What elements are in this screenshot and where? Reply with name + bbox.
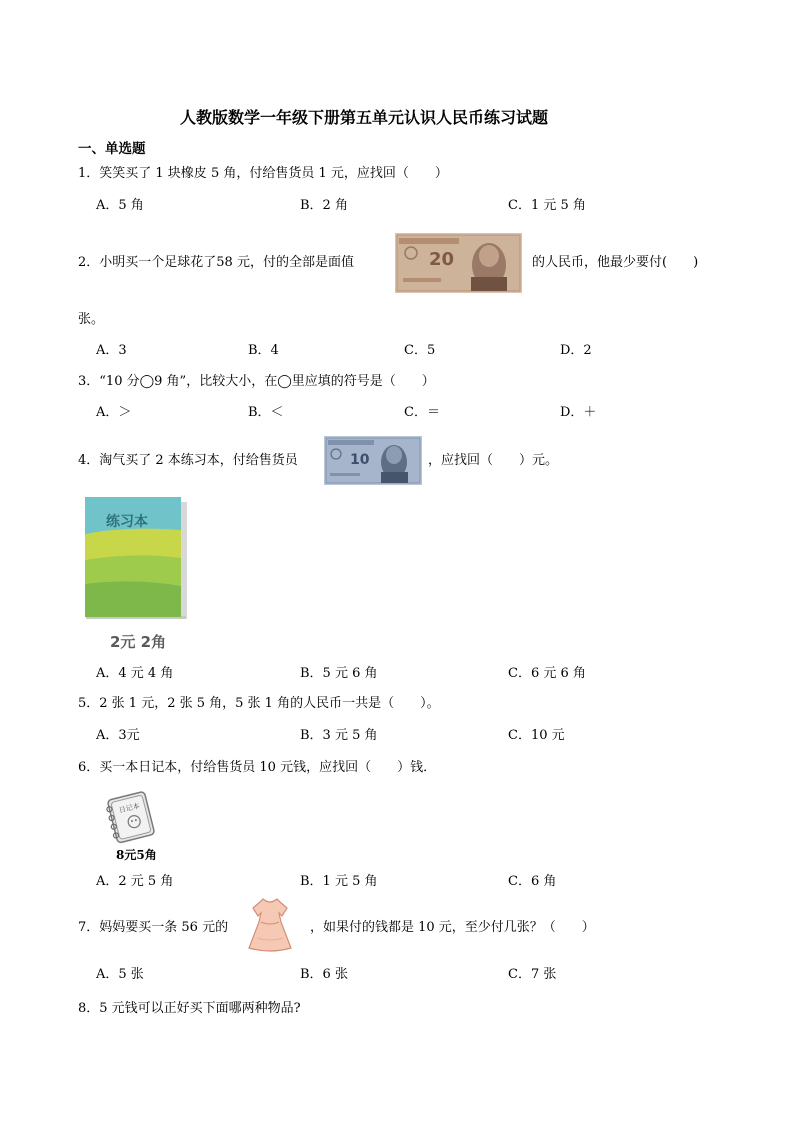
notebook-cover-label: 练习本 [106, 514, 148, 530]
question-8-text: 8．5 元钱可以正好买下面哪两种物品? [78, 1001, 301, 1016]
question-3-option-b[interactable]: B．＜ [248, 405, 284, 420]
question-6-option-b[interactable]: B．1 元 5 角 [300, 874, 378, 889]
question-4-option-b[interactable]: B．5 元 6 角 [300, 666, 378, 681]
question-6-option-a[interactable]: A．2 元 5 角 [96, 874, 174, 889]
question-6-text: 6．买一本日记本，付给售货员 10 元钱，应找回（ ）钱． [78, 760, 437, 775]
question-2-option-c[interactable]: C．5 [404, 343, 436, 358]
question-5-option-c[interactable]: C．10 元 [508, 728, 565, 743]
banknote-20-label: 20 [429, 249, 455, 270]
question-1-option-c[interactable]: C．1 元 5 角 [508, 198, 586, 213]
question-2-option-d[interactable]: D．2 [560, 343, 592, 358]
question-3-text: 3．“10 分◯9 角”，比较大小，在◯里应填的符号是（ ） [78, 374, 435, 389]
diary-cover-label: 日记本 [118, 801, 141, 815]
question-2-text-part3: 张。 [78, 312, 105, 327]
question-3-option-c[interactable]: C．＝ [404, 405, 440, 420]
question-7-text-part2: ，如果付的钱都是 10 元，至少付几张？（ ） [310, 920, 595, 935]
question-2-text-part1: 2．小明买一个足球花了58 元，付的全部是面值 [78, 255, 354, 270]
question-2-option-a[interactable]: A．3 [96, 343, 127, 358]
question-2-text-part2: 的人民币，他最少要付( ) [532, 255, 699, 270]
question-7-text-part1: 7．妈妈要买一条 56 元的 [78, 920, 229, 935]
question-5-option-b[interactable]: B．3 元 5 角 [300, 728, 378, 743]
question-3-option-a[interactable]: A．＞ [96, 405, 132, 420]
question-4-text-part1: 4．淘气买了 2 本练习本，付给售货员 [78, 453, 298, 468]
section-heading: 一、单选题 [78, 141, 146, 157]
question-6-option-c[interactable]: C．6 角 [508, 874, 557, 889]
banknote-10-yuan-image [324, 436, 422, 485]
diary-image [103, 790, 161, 844]
question-2-option-b[interactable]: B．4 [248, 343, 279, 358]
banknote-10-label: 10 [350, 452, 370, 468]
dress-image [245, 896, 295, 954]
banknote-20-yuan-image [395, 233, 522, 293]
question-4-text-part2: ，应找回（ ）元。 [428, 453, 559, 468]
diary-price: 8元5角 [116, 848, 157, 862]
question-1-text: 1．笑笑买了 1 块橡皮 5 角，付给售货员 1 元，应找回（ ） [78, 166, 448, 181]
question-4-option-a[interactable]: A．4 元 4 角 [96, 666, 174, 681]
question-1-option-a[interactable]: A．5 角 [96, 198, 144, 213]
notebook-image [84, 496, 188, 620]
question-7-option-a[interactable]: A．5 张 [96, 967, 144, 982]
question-5-text: 5．2 张 1 元，2 张 5 角，5 张 1 角的人民币一共是（ ）。 [78, 696, 440, 711]
question-4-option-c[interactable]: C．6 元 6 角 [508, 666, 586, 681]
question-7-option-b[interactable]: B．6 张 [300, 967, 348, 982]
question-7-option-c[interactable]: C．7 张 [508, 967, 557, 982]
question-3-option-d[interactable]: D．＋ [560, 405, 597, 420]
notebook-price: 2元 2角 [110, 633, 167, 651]
question-5-option-a[interactable]: A．3元 [96, 728, 140, 743]
question-1-option-b[interactable]: B．2 角 [300, 198, 348, 213]
page-title: 人教版数学一年级下册第五单元认识人民币练习试题 [180, 108, 549, 127]
